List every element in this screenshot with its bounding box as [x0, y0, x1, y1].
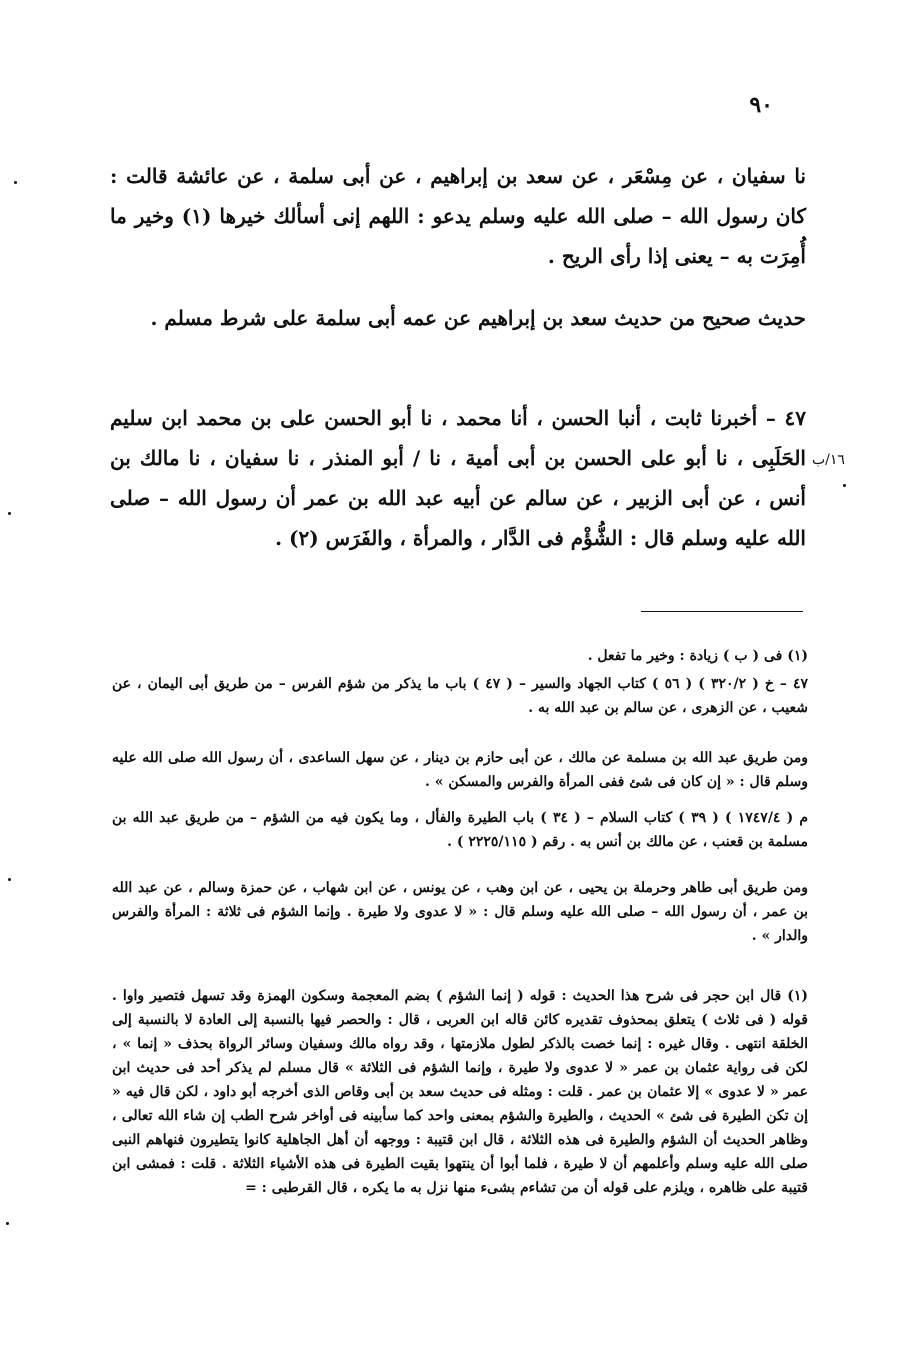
scan-speck — [14, 181, 17, 184]
scan-speck — [8, 878, 11, 881]
main-paragraph-3: ٤٧ – أخبرنا ثابت ، أنبا الحسن ، أنا محمد ، نا أبو الحسن على بن محمد ابن سليم الحَلَبِى ، نا أبو على الحسن بن أبى أمية ، نا / أبو المنذر ، نا سفيان ، نا مالك بن أنس ، عن أبى الزبير ، عن سالم عن أبيه عبد الله بن عمر أن رسول الله – صلى الله عليه وسلم قال : الشُّؤْم فى الدَّار ، والمرأة ، والفَرَس (٢) . — [110, 406, 806, 550]
scan-speck — [8, 512, 11, 515]
scan-speck — [843, 484, 846, 487]
footnote-takhrij-bukhari-2: ومن طريق عبد الله بن مسلمة عن مالك ، عن أبى حازم بن دينار ، عن سهل الساعدى ، أن رسول الله صلى الله عليه وسلم قال : « إن كان فى شئ ففى المرأة والفرس والمسكن » . — [112, 750, 808, 790]
footnote-separator — [641, 611, 803, 612]
scan-speck — [6, 1222, 9, 1225]
page-number: ٩٠ — [749, 92, 773, 118]
footnote-takhrij-bukhari: ٤٧ – خ ( ٣٢٠/٢ ) ( ٥٦ ) كتاب الجهاد والسير – ( ٤٧ ) باب ما يذكر من شؤم الفرس – من طريق أبى اليمان ، عن شعيب ، عن الزهرى ، عن سالم بن عبد الله به . — [112, 676, 808, 716]
footnote-takhrij-muslim: م ( ١٧٤٧/٤ ) ( ٣٩ ) كتاب السلام – ( ٣٤ ) باب الطيرة والفأل ، وما يكون فيه من الشؤم – من طريق عبد الله بن مسلمة بن قعنب ، عن مالك بن أنس به . رقم ( ٢٢٢٥/١١٥ ) . — [112, 810, 808, 850]
margin-folio-note: ١٦/ب — [812, 452, 845, 468]
footnote-takhrij-muslim-2: ومن طريق أبى طاهر وحرملة بن يحيى ، عن ابن وهب ، عن يونس ، عن ابن شهاب ، عن حمزة وسالم ، عن عبد الله بن عمر ، أن رسول الله – صلى الله عليه وسلم قال : « لا عدوى ولا طيرة . وإنما الشؤم فى ثلاثة : المرأة والفرس والدار » . — [112, 880, 808, 944]
footnote-1: (١) فى ( ب ) زيادة : وخير ما تفعل . — [587, 648, 808, 664]
main-paragraph-1: نا سفيان ، عن مِسْعَر ، عن سعد بن إبراهيم ، عن أبى سلمة ، عن عائشة قالت : كان رسول الله – صلى الله عليه وسلم يدعو : اللهم إنى أسألك خيرها (١) وخير ما أُمِرَت به – يعنى إذا رأى الريح . — [110, 164, 806, 268]
main-paragraph-2: حديث صحيح من حديث سعد بن إبراهيم عن عمه أبى سلمة على شرط مسلم . — [150, 306, 806, 330]
footnote-2-commentary: (١) قال ابن حجر فى شرح هذا الحديث : قوله ( إنما الشؤم ) بضم المعجمة وسكون الهمزة وقد تسهل فتصير واوا . قوله ( فى ثلاث ) يتعلق بمحذوف تقديره كائن قاله ابن العربى ، قال : والحصر فيها بالنسبة إلى العادة لا بالنسبة إلى الخلقة انتهى . وقال غيره : إنما خصت بالذكر لطول ملازمتها ، وقد رواه مالك وسفيان وسائر الرواة بحذف « إنما » ، لكن فى رواية عثمان بن عمر « لا عدوى ولا طيرة ، وإنما الشؤم فى الثلاثة » قال مسلم لم يذكر أحد فى حديث ابن عمر « لا عدوى » إلا عثمان بن عمر . قلت : ومثله فى حديث سعد بن أبى وقاص الذى أخرجه أبو داود ، لكن قال فيه « إن تكن الطيرة فى شئ » الحديث ، والطيرة والشؤم بمعنى واحد كما سأبينه فى أواخر شرح الطب إن شاء الله تعالى ، وظاهر الحديث أن الشؤم والطيرة فى هذه الثلاثة ، قال ابن قتيبة : ووجهه أن أهل الجاهلية كانوا يتطيرون فنهاهم النبى صلى الله عليه وسلم وأعلمهم أن لا طيرة ، فلما أبوا أن ينتهوا بقيت الطيرة فى هذه الأشياء الثلاثة . قلت : فمشى ابن قتيبة على ظاهره ، ويلزم على قوله أن من تشاءم بشىء منها نزل به ما يكره ، قال القرطبى : = — [112, 988, 808, 1196]
